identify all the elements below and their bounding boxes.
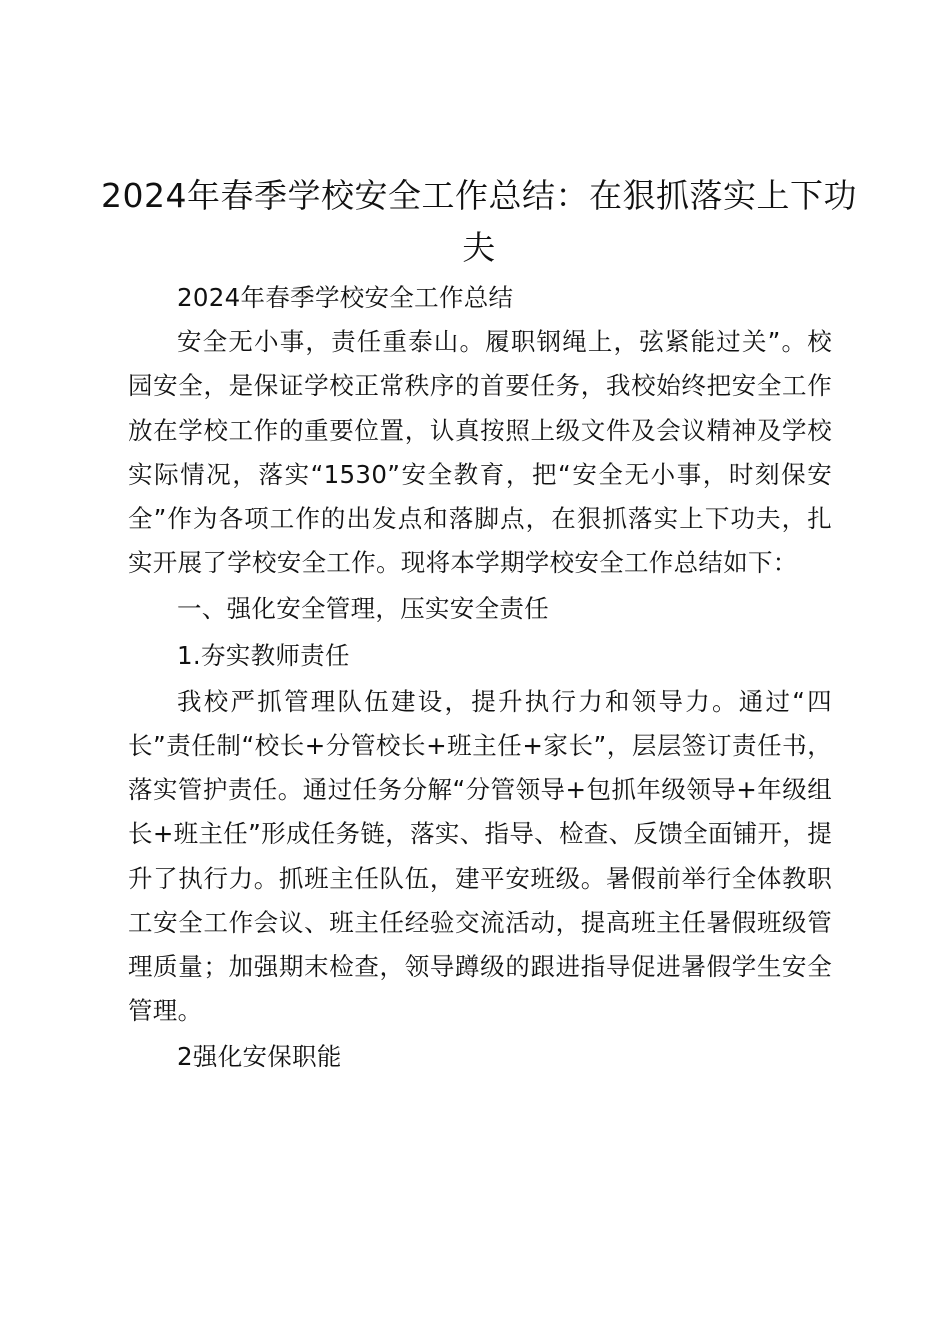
- subtitle-paragraph: 2024年春季学校安全工作总结: [177, 283, 514, 312]
- body-paragraph-1: 我校严抓管理队伍建设，提升执行力和领导力。通过“四长”责任制“校长+分管校长+班主任+家长”，层层签订责任书，落实管护责任。通过任务分解“分管领导+包抓年级领导+年级组长+班主任”形成任务链，落实、指导、检查、反馈全面铺开，提升了执行力。抓班主任队伍，建平安班级。暑假前举行全体教职工安全工作会议、班主任经验交流活动，提高班主任暑假班级管理质量；加强期末检查，领导蹲级的跟进指导促进暑假学生安全管理。: [128, 686, 832, 1026]
- subsection-heading-2: 2强化安保职能: [177, 1042, 342, 1072]
- intro-paragraph: 安全无小事，责任重泰山。履职钢绳上，弦紧能过关”。校园安全，是保证学校正常秩序的首要任务，我校始终把安全工作放在学校工作的重要位置，认真按照上级文件及会议精神及学校实际情况，落实“1530”安全教育，把“安全无小事，时刻保安全”作为各项工作的出发点和落脚点，在狠抓落实上下功夫，扎实开展了学校安全工作。现将本学期学校安全工作总结如下：: [128, 327, 832, 578]
- document-title: 2024年春季学校安全工作总结：在狠抓落实上下功夫: [101, 176, 857, 267]
- document-body: [128, 276, 832, 1080]
- section-heading-1: 一、强化安全管理，压实安全责任: [177, 594, 549, 624]
- subsection-heading-1: 1.夯实教师责任: [177, 640, 350, 670]
